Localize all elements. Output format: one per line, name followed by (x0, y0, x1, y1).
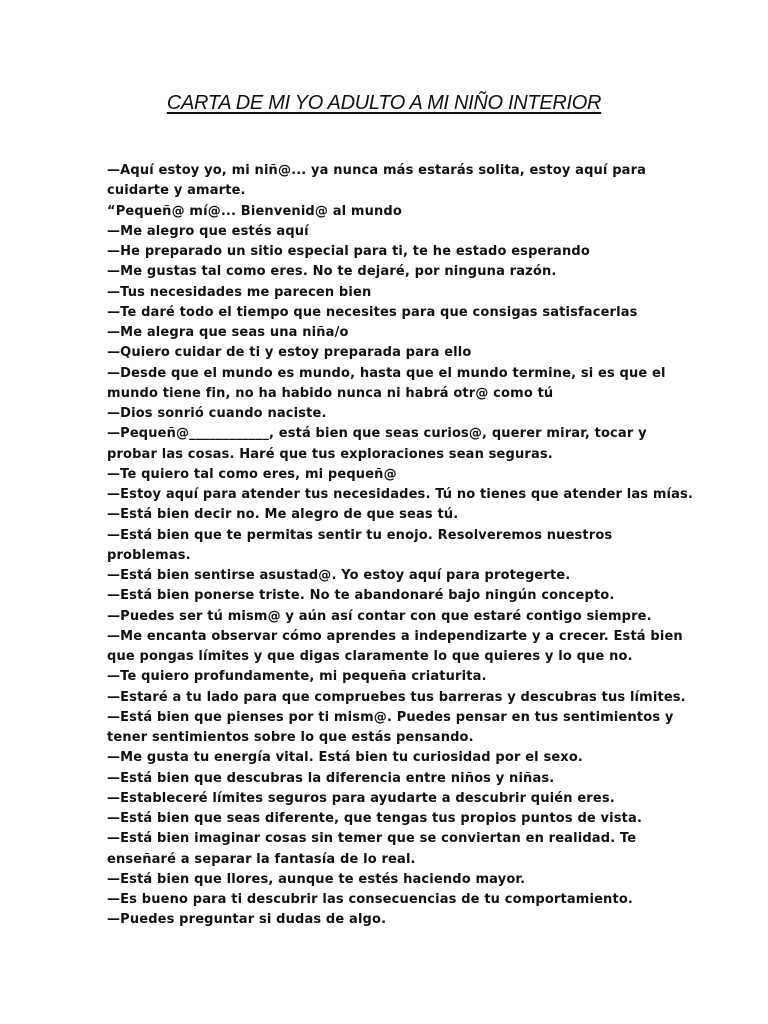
text-line: —Está bien que descubras la diferencia entre niños y niñas. (107, 770, 555, 786)
text-line: —Me encanta observar cómo aprendes a independizarte y a crecer. Está bien (107, 628, 683, 644)
text-line: —Puedes preguntar si dudas de algo. (107, 912, 387, 928)
text-line: —Desde que el mundo es mundo, hasta que el mundo termine, si es que el (107, 365, 666, 381)
text-line: —Está bien ponerse triste. No te abandonaré bajo ningún concepto. (107, 588, 615, 604)
text-line: —Aquí estoy yo, mi niñ@... ya nunca más estarás solita, estoy aquí para (107, 163, 647, 178)
text-line: —Tus necesidades me parecen bien (107, 284, 372, 300)
text-line: —Puedes ser tú mism@ y aún así contar con que estaré contigo siempre. (107, 608, 652, 624)
text-line: cuidarte y amarte. (107, 183, 246, 199)
text-line: —Te quiero tal como eres, mi pequeñ@ (107, 466, 397, 482)
document-body (107, 161, 707, 931)
text-line: mundo tiene fin, no ha habido nunca ni habrá otr@ como tú (107, 385, 554, 401)
text-line: —Está bien sentirse asustad@. Yo estoy aquí para protegerte. (107, 568, 571, 583)
text-line: —Está bien que llores, aunque te estés haciendo mayor. (107, 871, 526, 887)
text-line: —Está bien imaginar cosas sin temer que se conviertan en realidad. Te (107, 831, 637, 847)
text-line: —Me alegro que estés aquí (107, 223, 309, 239)
text-line: probar las cosas. Haré que tus exploraciones sean seguras. (107, 446, 553, 462)
text-line: —Te quiero profundamente, mi pequeña criaturita. (107, 669, 487, 685)
text-line: —Quiero cuidar de ti y estoy preparada para ello (107, 345, 472, 361)
text-line: —He preparado un sitio especial para ti, te he estado esperando (107, 244, 590, 259)
text-line: —Está bien decir no. Me alegro de que seas tú. (107, 507, 459, 523)
text-line: —Me gustas tal como eres. No te dejaré, por ninguna razón. (107, 264, 557, 280)
text-line: —Me gusta tu energía vital. Está bien tu curiosidad por el sexo. (107, 750, 584, 766)
text-line: —Es bueno para ti descubrir las consecuencias de tu comportamiento. (107, 892, 633, 907)
text-line: “Pequeñ@ mí@... Bienvenid@ al mundo (107, 203, 402, 219)
text-line: —Estableceré límites seguros para ayudarte a descubrir quién eres. (107, 790, 615, 806)
text-line: —Dios sonrió cuando naciste. (107, 406, 327, 421)
text-line: que pongas límites y que digas claramente lo que quieres y lo que no. (107, 649, 633, 664)
text-line: —Me alegra que seas una niña/o (107, 325, 349, 340)
text-line: enseñaré a separar la fantasía de lo real. (107, 851, 416, 867)
text-line: problemas. (107, 547, 191, 563)
text-line: —Pequeñ@____________, está bien que seas curios@, querer mirar, tocar y (107, 426, 647, 442)
text-line: —Está bien que te permitas sentir tu enojo. Resolveremos nuestros (107, 527, 613, 543)
text-line: —Estaré a tu lado para que compruebes tus barreras y descubras tus límites. (107, 689, 686, 705)
document-title: CARTA DE MI YO ADULTO A MI NIÑO INTERIOR (166, 92, 602, 114)
text-line: —Estoy aquí para atender tus necesidades. Tú no tienes que atender las mías. (107, 487, 694, 502)
text-line: —Está bien que seas diferente, que tengas tus propios puntos de vista. (107, 811, 643, 826)
text-line: —Está bien que pienses por ti mism@. Puedes pensar en tus sentimientos y (107, 709, 674, 725)
text-line: —Te daré todo el tiempo que necesites para que consigas satisfacerlas (107, 304, 638, 320)
text-line: tener sentimientos sobre lo que estás pensando. (107, 730, 474, 745)
